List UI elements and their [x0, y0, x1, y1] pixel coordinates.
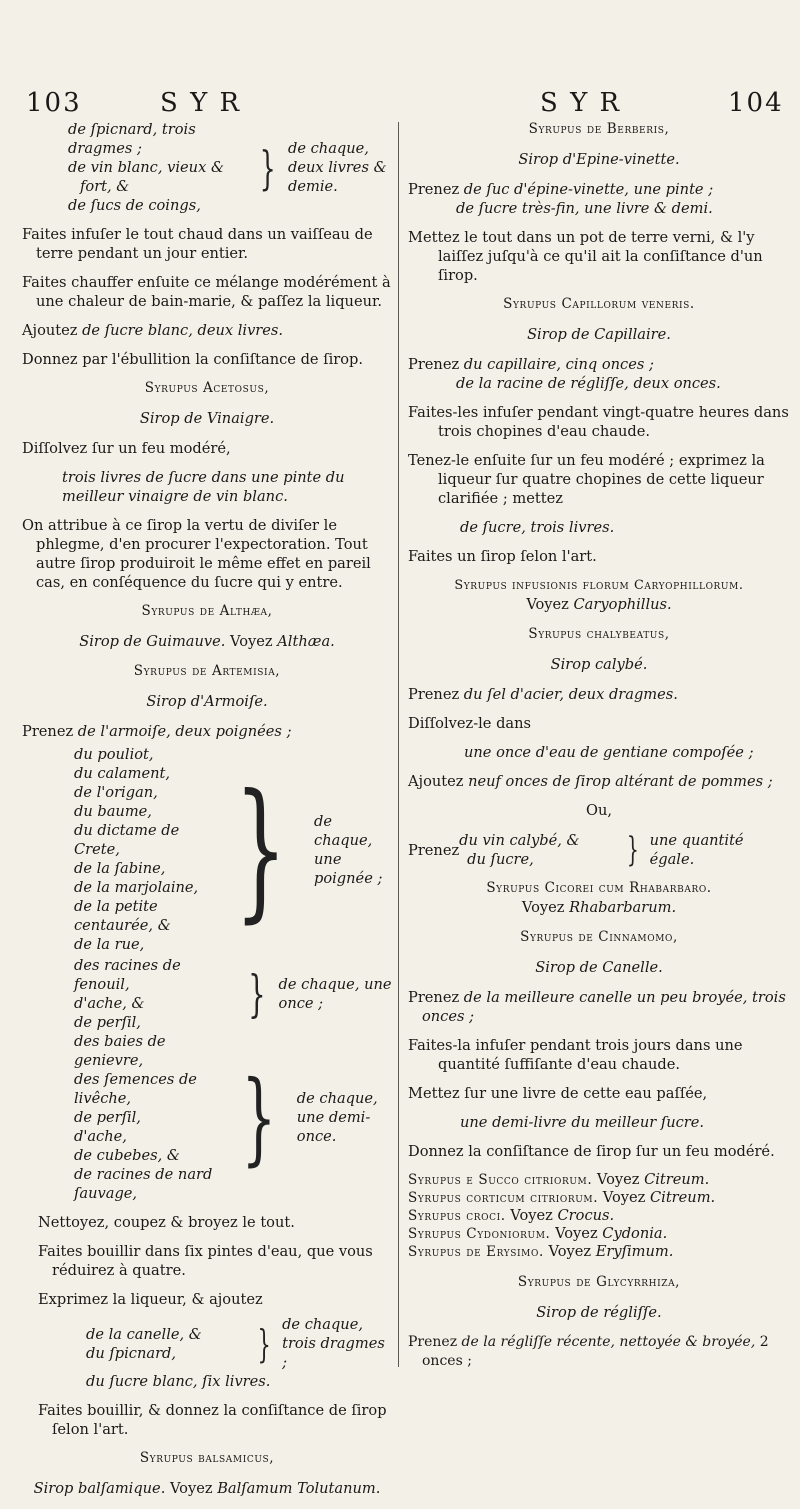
- ingredient: de l'armoiſe, deux poignées ;: [77, 723, 292, 740]
- paragraph: On attribue à ce ſirop la vertu de diviſer le phlegme, d'en procurer l'expectoration. Tout autre ſirop produiroit le même effet en pareil cas, en conſéquence du ſucre qui y entre.: [22, 517, 371, 591]
- ingredient: de ſucre blanc, deux livres.: [82, 322, 284, 339]
- see-text: Voyez: [550, 1225, 603, 1242]
- group-items: [68, 120, 247, 215]
- entry-subtitle: Sirop de régliſſe.: [536, 1304, 662, 1321]
- entry-subtitle: Sirop de Vinaigre.: [139, 410, 275, 427]
- group-item: du ſucre,: [467, 851, 534, 868]
- entry-heading: Syrupus balsamicus,: [139, 1450, 275, 1466]
- paragraph: [408, 1333, 790, 1371]
- entry-subtitle: [408, 595, 790, 614]
- see-text: Voyez: [598, 1189, 650, 1206]
- see-target: Citreum.: [644, 1171, 710, 1188]
- verb: Prenez: [408, 356, 464, 373]
- right-running-title: S Y R: [540, 88, 622, 118]
- verb: Prenez: [408, 1334, 462, 1350]
- cross-reference: [408, 1189, 790, 1207]
- ref-entry: Syrupus croci.: [408, 1208, 506, 1224]
- right-page-number: 104: [728, 88, 784, 118]
- ref-entry: Syrupus e Succo citriorum.: [408, 1172, 593, 1188]
- right-column: [408, 120, 790, 1381]
- group-item: du calament,: [74, 765, 170, 782]
- paragraph: Faites-les infuſer pendant vingt-quatre heures dans trois chopines d'eau chaude.: [408, 404, 789, 440]
- entry-subtitle: Sirop d'Epine-vinette.: [518, 151, 680, 168]
- group-item: fort, &: [80, 178, 130, 195]
- paragraph: Faites bouillir dans ſix pintes d'eau, que vous réduirez à quatre.: [38, 1243, 373, 1279]
- alternative-marker: Ou,: [585, 802, 612, 819]
- entry-subtitle: Sirop de Canelle.: [535, 959, 663, 976]
- group-quantity: de chaque, trois dragmes ;: [282, 1316, 385, 1371]
- group-item: de la petite centaurée, &: [74, 898, 171, 934]
- ingredient-line: de ſucre, trois livres.: [460, 519, 615, 536]
- left-column: [22, 120, 392, 1509]
- entry-heading: Syrupus Cicorei cum Rhabarbaro.: [486, 880, 712, 896]
- ingredient: neuf onces de ſirop altérant de pommes ;: [468, 773, 773, 790]
- brace: }: [626, 830, 639, 870]
- see-text: Voyez: [592, 1171, 645, 1188]
- verb: Prenez: [408, 181, 464, 198]
- group-quantity: de chaque, deux livres & demie.: [288, 140, 387, 195]
- verb: Ajoutez: [408, 773, 469, 790]
- entry-subtitle: Sirop de Capillaire.: [527, 326, 671, 343]
- entry-heading: Syrupus infusionis florum Caryophillorum.: [454, 578, 744, 593]
- brace: }: [257, 1321, 271, 1366]
- entry-heading: Syrupus de Glycyrrhiza,: [517, 1274, 681, 1290]
- subtitle-text: Sirop de Guimauve.: [79, 633, 226, 650]
- ingredient-group: [408, 831, 790, 869]
- ingredient: du capillaire, cinq onces ;: [463, 356, 654, 373]
- group-item: des racines de fenouil,: [74, 957, 181, 993]
- paragraph: Mettez ſur une livre de cette eau paſſée,: [408, 1085, 708, 1102]
- group-item: de ſucs de coings,: [68, 197, 201, 214]
- cross-reference-list: [408, 1171, 790, 1261]
- group-quantity: une quantité égale.: [649, 832, 744, 868]
- group-items: [74, 956, 235, 1032]
- brace: }: [234, 762, 287, 937]
- left-page-number: 103: [26, 88, 82, 118]
- verb: Prenez: [22, 723, 78, 740]
- verb: Prenez: [408, 686, 464, 703]
- ingredient: de la meilleure canelle un peu broyée, trois onces ;: [422, 989, 786, 1025]
- group-item: des baies de genievre,: [74, 1033, 166, 1069]
- see-target: Balſamum Tolutanum.: [217, 1480, 381, 1497]
- group-item: de la rue,: [74, 936, 145, 953]
- group-item: de cubebes, &: [74, 1147, 180, 1164]
- entry-heading: Syrupus de Berberis,: [528, 121, 670, 137]
- group-item: du dictame de Crete,: [74, 822, 180, 858]
- paragraph: Diſſolvez ſur un feu modéré,: [22, 440, 231, 457]
- group-quantity: de chaque, une once ;: [278, 976, 392, 1012]
- paragraph: [408, 355, 790, 374]
- ingredient-line: de la racine de régliſſe, deux onces.: [456, 375, 721, 392]
- see-target: Cydonia.: [602, 1225, 668, 1242]
- ingredient-line: du ſucre blanc, ſix livres.: [86, 1373, 271, 1390]
- entry-subtitle: [22, 632, 392, 651]
- group-item: des ſemences de livêche,: [74, 1071, 197, 1107]
- see-target: Eryſimum.: [595, 1243, 674, 1260]
- group-item: du pouliot,: [74, 746, 154, 763]
- see-target: Caryophillus.: [573, 596, 672, 613]
- verb: Ajoutez: [22, 322, 83, 339]
- group-quantity: de chaque, une poignée ;: [314, 812, 383, 887]
- quantity: 2 onces ;: [422, 1334, 769, 1369]
- group-item: de racines de nard ſauvage,: [74, 1166, 213, 1202]
- entry-heading: Syrupus Capillorum veneris.: [503, 296, 695, 312]
- ingredient-group: [74, 745, 392, 954]
- paragraph: Faites-la infuſer pendant trois jours dans une quantité ſuffiſante d'eau chaude.: [408, 1037, 743, 1073]
- see-text: Voyez: [526, 596, 574, 613]
- paragraph: Tenez-le enſuite ſur un feu modéré ; exprimez la liqueur ſur quatre chopines de cette liqueur clarifiée ; mettez: [408, 452, 765, 507]
- group-item: de la canelle, &: [86, 1325, 202, 1343]
- paragraph: [408, 180, 790, 199]
- entry-heading: Syrupus chalybeatus,: [528, 626, 670, 642]
- paragraph: [22, 722, 392, 741]
- paragraph: Diſſolvez-le dans: [408, 715, 531, 732]
- cross-reference: [408, 1171, 790, 1189]
- entry-heading: Syrupus de Althæa,: [141, 603, 273, 619]
- group-items: [86, 1325, 246, 1363]
- column-divider: [398, 122, 399, 1367]
- ingredient-group: [68, 120, 392, 215]
- see-text: Voyez: [225, 633, 278, 650]
- entry-subtitle: [408, 898, 790, 917]
- ingredient-line: de ſucre très-fin, une livre & demi.: [456, 200, 713, 217]
- group-items: [74, 1032, 221, 1203]
- paragraph: Faites chauffer enſuite ce mélange modérément à une chaleur de bain-marie, & paſſez la liqueur.: [22, 274, 391, 310]
- see-target: Althæa.: [277, 633, 335, 650]
- group-item: de la ſabine,: [74, 860, 166, 877]
- ingredient-line: une once d'eau de gentiane compoſée ;: [464, 744, 754, 761]
- see-text: Voyez: [505, 1207, 558, 1224]
- paragraph: Faites bouillir, & donnez la conſiſtance de ſirop ſelon l'art.: [38, 1402, 387, 1438]
- entry-subtitle: [22, 1479, 392, 1498]
- ref-entry: Syrupus de Erysimo.: [408, 1244, 544, 1260]
- verb: Prenez: [408, 989, 464, 1006]
- entry-heading: Syrupus de Artemisia,: [133, 663, 281, 679]
- group-item: de vin blanc, vieux &: [68, 159, 224, 176]
- brace: }: [247, 965, 266, 1023]
- cross-reference: [408, 1207, 790, 1225]
- see-target: Rhabarbarum.: [569, 899, 677, 916]
- group-item: du vin calybé, &: [459, 832, 580, 849]
- entry-subtitle: Sirop calybé.: [550, 656, 648, 673]
- group-items: [459, 831, 616, 869]
- paragraph: Donnez par l'ébullition la conſiſtance de ſirop.: [22, 351, 364, 368]
- group-item: de perſil,: [74, 1109, 141, 1126]
- brace: }: [241, 1058, 277, 1176]
- ingredient-group: [74, 1032, 392, 1203]
- ref-entry: Syrupus corticum citriorum.: [408, 1190, 599, 1206]
- group-quantity: de chaque, une demi-once.: [296, 1090, 378, 1145]
- cross-reference: [408, 1225, 790, 1243]
- group-item: d'ache,: [74, 1128, 127, 1145]
- group-item: de perſil,: [74, 1014, 141, 1031]
- group-item: du ſpicnard,: [86, 1344, 177, 1362]
- paragraph: Exprimez la liqueur, & ajoutez: [38, 1291, 263, 1308]
- paragraph: Faites infuſer le tout chaud dans un vaiſſeau de terre pendant un jour entier.: [22, 226, 373, 262]
- paragraph: Mettez le tout dans un pot de terre verni, & l'y laiſſez juſqu'à ce qu'il ait la conſiſtance d'un ſirop.: [408, 229, 763, 284]
- subtitle-text: Sirop balſamique.: [33, 1480, 166, 1497]
- group-item: de la marjolaine,: [74, 879, 199, 896]
- paragraph: [408, 685, 790, 704]
- paragraph: Faites un ſirop ſelon l'art.: [408, 548, 597, 565]
- group-item: d'ache, &: [74, 995, 145, 1012]
- ingredient-group: [86, 1315, 392, 1372]
- see-text: Voyez: [521, 899, 570, 916]
- group-item: de l'origan,: [74, 784, 158, 801]
- see-target: Crocus.: [557, 1207, 615, 1224]
- paragraph: Nettoyez, coupez & broyez le tout.: [38, 1214, 295, 1231]
- ingredient-line: une demi-livre du meilleur ſucre.: [460, 1114, 705, 1131]
- paragraph: [408, 772, 790, 791]
- verb: Prenez: [408, 841, 460, 859]
- paragraph: Donnez la conſiſtance de ſirop ſur un feu modéré.: [408, 1143, 775, 1160]
- group-item: du baume,: [74, 803, 152, 820]
- ingredient-line: trois livres de ſucre dans une pinte du meilleur vinaigre de vin blanc.: [62, 469, 345, 505]
- cross-reference: [408, 1243, 790, 1261]
- left-running-title: S Y R: [160, 88, 242, 118]
- see-target: Citreum.: [649, 1189, 716, 1206]
- brace: }: [259, 140, 276, 195]
- entry-subtitle: Sirop d'Armoiſe.: [146, 693, 268, 710]
- entry-heading: Syrupus Acetosus,: [144, 380, 270, 396]
- ingredient: de ſuc d'épine-vinette, une pinte ;: [463, 181, 714, 198]
- group-item: de ſpicnard, trois dragmes ;: [68, 121, 196, 157]
- ingredient: de la régliſſe récente, nettoyée & broyée,: [461, 1334, 756, 1350]
- see-text: Voyez: [543, 1243, 596, 1260]
- ref-entry: Syrupus Cydoniorum.: [408, 1226, 551, 1242]
- ingredient-group: [74, 956, 392, 1032]
- paragraph: [408, 988, 790, 1026]
- ingredient: du ſel d'acier, deux dragmes.: [463, 686, 678, 703]
- entry-heading: Syrupus de Cinnamomo,: [520, 929, 678, 945]
- paragraph: [22, 321, 392, 340]
- group-items: [74, 745, 207, 954]
- see-text: Voyez: [165, 1480, 218, 1497]
